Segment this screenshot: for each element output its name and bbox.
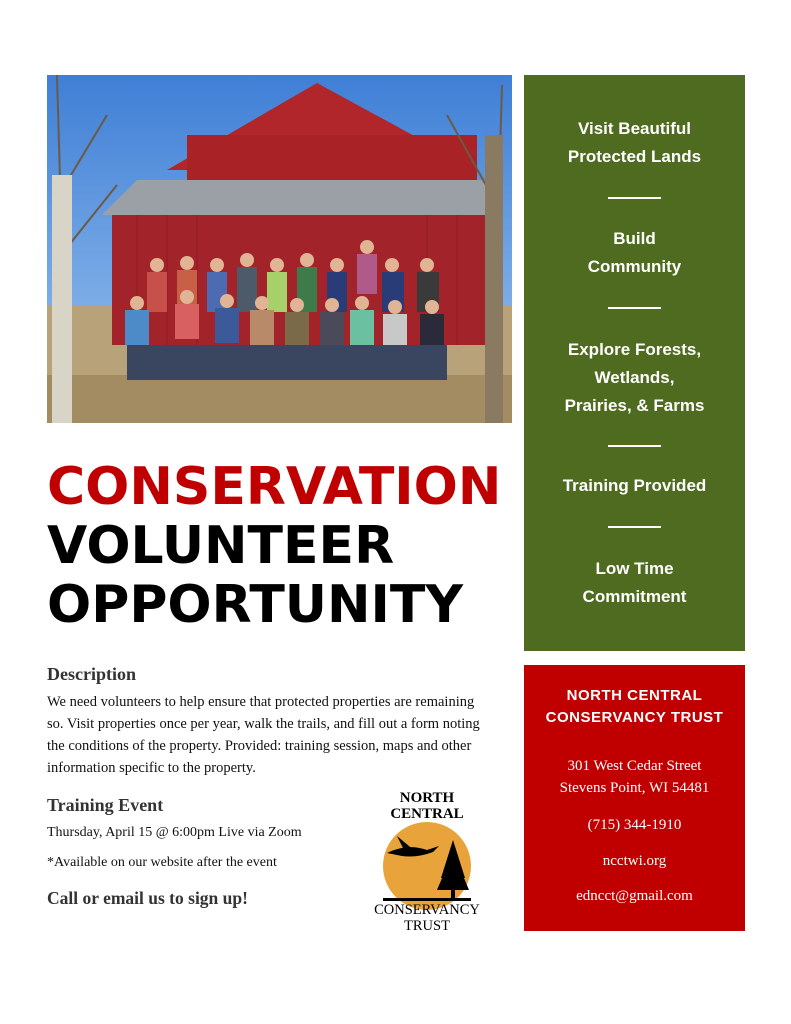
email[interactable]: edncct@gmail.com (576, 888, 693, 904)
benefits-panel (524, 75, 745, 651)
training-note: *Available on our website after the event (47, 855, 277, 870)
benefit-divider (608, 307, 661, 309)
organization-name: NORTH CENTRAL CONSERVANCY TRUST (545, 687, 724, 726)
address-line-1: 301 West Cedar Street (567, 758, 702, 774)
headline-line-1: CONSERVATION (47, 457, 502, 517)
benefit-community: Build Community (587, 229, 682, 276)
description-heading: Description (47, 664, 136, 684)
description-body: We need volunteers to help ensure that protected properties are remaining so. Visit properties once per year, walk the trails, and fill out a form noting the conditions of the property. Provided: training session, maps and other information specific to the property. (47, 694, 480, 776)
benefit-divider (608, 197, 661, 199)
benefit-explore: Explore Forests, Wetlands, Prairies, & Farms (564, 340, 705, 415)
training-heading: Training Event (47, 795, 164, 815)
benefit-training: Training Provided (562, 476, 707, 495)
ncct-logo (357, 788, 497, 933)
benefit-low-time: Low Time Commitment (582, 559, 687, 606)
contact-panel (524, 665, 745, 931)
address-line-2: Stevens Point, WI 54481 (559, 780, 710, 796)
logo-top-line-2: CENTRAL (390, 806, 464, 822)
headline-line-2: VOLUNTEER (47, 516, 395, 576)
benefit-protected-lands: Visit Beautiful Protected Lands (567, 119, 702, 166)
headline (47, 458, 517, 635)
headline-line-3: OPPORTUNITY (47, 575, 464, 635)
call-to-action: Call or email us to sign up! (47, 888, 248, 908)
phone-number: (715) 344-1910 (587, 817, 682, 833)
volunteer-group-photo (47, 75, 512, 423)
benefit-divider (608, 445, 661, 447)
benefit-divider (608, 526, 661, 528)
website[interactable]: ncctwi.org (602, 853, 667, 869)
logo-bottom-line-1: CONSERVANCY (374, 902, 480, 918)
logo-top-line-1: NORTH (399, 790, 455, 806)
logo-bottom-line-2: TRUST (404, 918, 450, 933)
training-when: Thursday, April 15 @ 6:00pm Live via Zoom (47, 825, 302, 840)
